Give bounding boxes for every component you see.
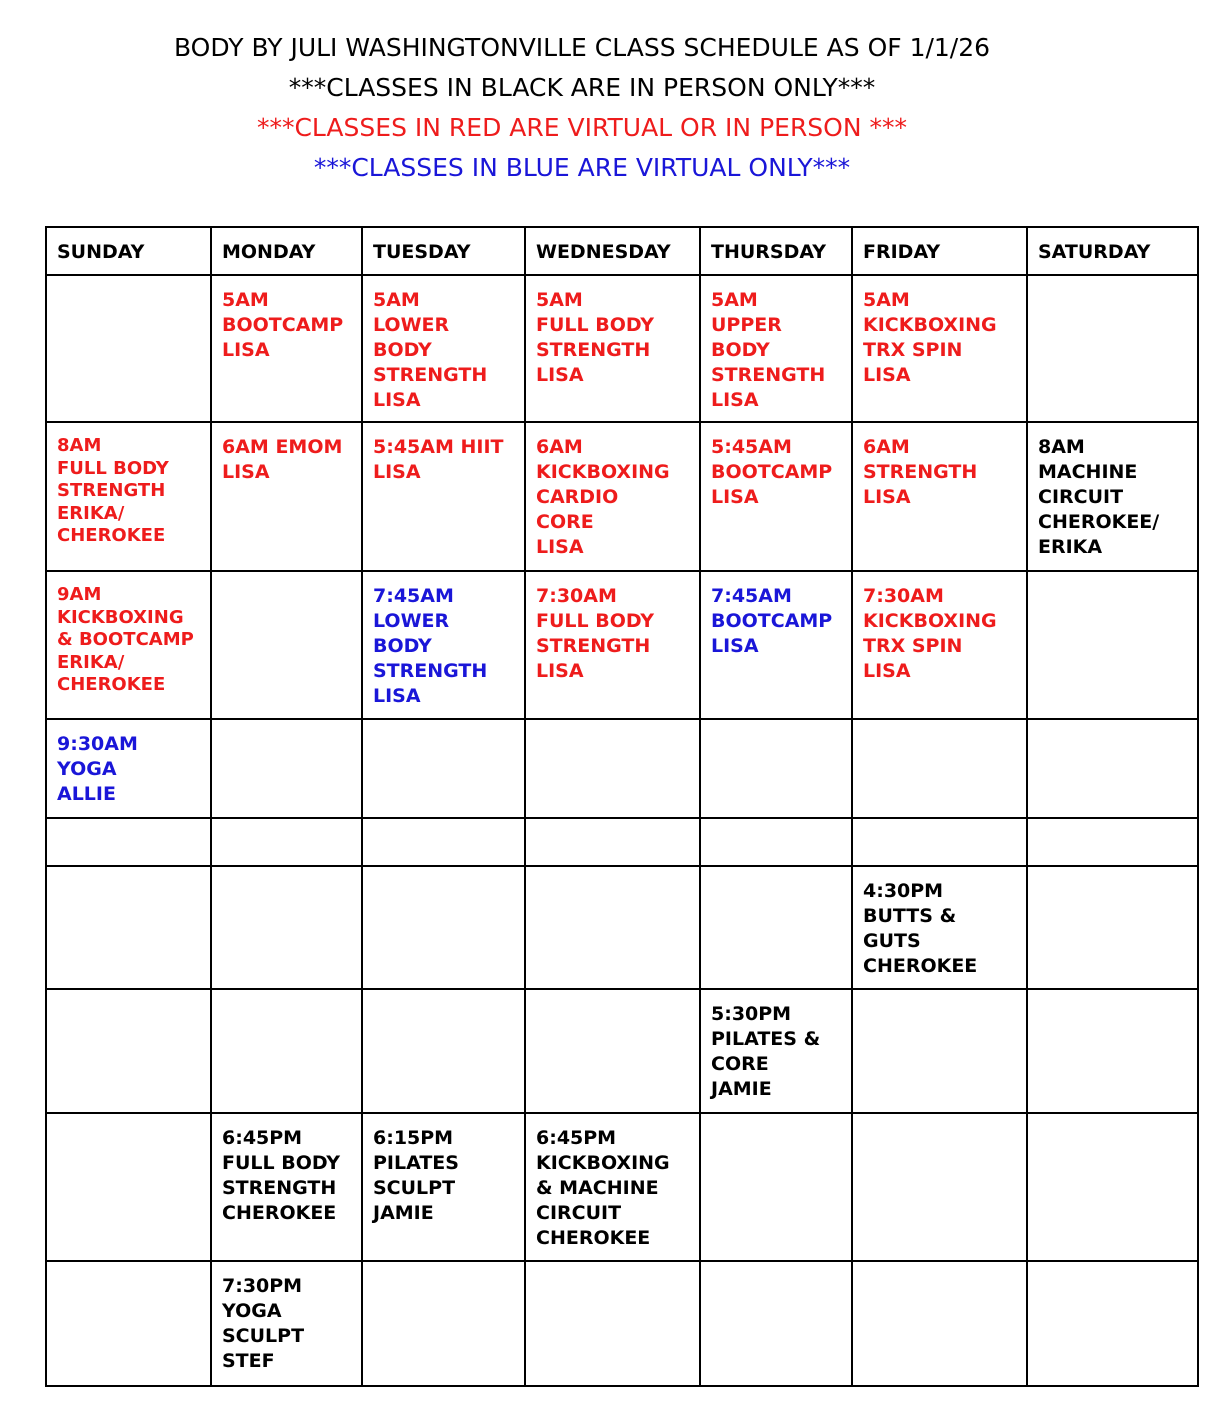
schedule-cell-saturday xyxy=(1027,1113,1198,1261)
empty-slot xyxy=(853,819,1026,831)
schedule-row xyxy=(46,989,1198,1113)
day-header-saturday: SATURDAY xyxy=(1027,227,1198,275)
class-entry: 9:30AM YOGA ALLIE xyxy=(57,733,138,805)
empty-slot xyxy=(526,867,699,879)
day-header-sunday: SUNDAY xyxy=(46,227,211,275)
schedule-cell-sunday xyxy=(46,989,211,1113)
schedule-cell-friday xyxy=(852,571,1027,719)
empty-slot xyxy=(1028,572,1197,584)
empty-slot xyxy=(526,990,699,1002)
empty-slot xyxy=(1028,720,1197,732)
day-header-friday: FRIDAY xyxy=(852,227,1027,275)
schedule-cell-sunday xyxy=(46,818,211,866)
empty-slot xyxy=(853,1262,1026,1274)
legend-virtual-only: ***CLASSES IN BLUE ARE VIRTUAL ONLY*** xyxy=(313,153,851,182)
empty-slot xyxy=(212,867,361,879)
day-header-tuesday: TUESDAY xyxy=(362,227,525,275)
schedule-cell-tuesday xyxy=(362,1261,525,1386)
schedule-cell-thursday xyxy=(700,989,852,1113)
schedule-cell-sunday xyxy=(46,866,211,989)
schedule-row xyxy=(46,275,1198,422)
schedule-cell-thursday xyxy=(700,275,852,422)
schedule-cell-friday xyxy=(852,866,1027,989)
empty-slot xyxy=(47,1262,210,1274)
empty-slot xyxy=(1028,276,1197,288)
schedule-row xyxy=(46,719,1198,818)
class-entry: 4:30PM BUTTS & GUTS CHEROKEE xyxy=(863,880,978,977)
schedule-cell-saturday xyxy=(1027,571,1198,719)
class-entry: 5AM FULL BODY STRENGTH LISA xyxy=(536,289,655,386)
day-header-row xyxy=(46,227,1198,275)
empty-slot xyxy=(1028,990,1197,1002)
schedule-cell-monday xyxy=(211,866,362,989)
empty-slot xyxy=(212,572,361,584)
empty-slot xyxy=(212,720,361,732)
schedule-cell-friday xyxy=(852,989,1027,1113)
empty-slot xyxy=(47,276,210,288)
empty-slot xyxy=(701,1262,851,1274)
class-entry: 6:15PM PILATES SCULPT JAMIE xyxy=(373,1127,459,1224)
day-header-wednesday: WEDNESDAY xyxy=(525,227,700,275)
empty-slot xyxy=(47,1114,210,1126)
schedule-cell-wednesday xyxy=(525,818,700,866)
empty-slot xyxy=(853,990,1026,1002)
empty-slot xyxy=(701,867,851,879)
empty-slot xyxy=(1028,819,1197,831)
empty-slot xyxy=(526,720,699,732)
schedule-cell-monday xyxy=(211,719,362,818)
schedule-cell-sunday xyxy=(46,422,211,571)
empty-slot xyxy=(363,819,524,831)
empty-slot xyxy=(212,990,361,1002)
schedule-cell-friday xyxy=(852,1261,1027,1386)
class-entry: 6:45PM FULL BODY STRENGTH CHEROKEE xyxy=(222,1127,341,1224)
class-entry: 8AM MACHINE CIRCUIT CHEROKEE/ ERIKA xyxy=(1038,436,1160,558)
schedule-cell-tuesday xyxy=(362,1113,525,1261)
schedule-cell-monday xyxy=(211,571,362,719)
empty-slot xyxy=(701,819,851,831)
schedule-cell-monday xyxy=(211,1113,362,1261)
class-schedule-table xyxy=(45,226,1199,1387)
empty-slot xyxy=(701,1114,851,1126)
schedule-cell-thursday xyxy=(700,1261,852,1386)
empty-slot xyxy=(363,867,524,879)
class-entry: 8AM FULL BODY STRENGTH ERIKA/ CHEROKEE xyxy=(57,435,169,546)
schedule-cell-sunday xyxy=(46,1261,211,1386)
class-entry: 6AM STRENGTH LISA xyxy=(863,436,978,508)
class-entry: 5:45AM BOOTCAMP LISA xyxy=(711,436,833,508)
day-header-monday: MONDAY xyxy=(211,227,362,275)
schedule-cell-tuesday xyxy=(362,989,525,1113)
class-entry: 5:45AM HIIT LISA xyxy=(373,436,504,483)
empty-slot xyxy=(363,1262,524,1274)
schedule-cell-thursday xyxy=(700,866,852,989)
empty-slot xyxy=(1028,1262,1197,1274)
schedule-row xyxy=(46,422,1198,571)
schedule-cell-thursday xyxy=(700,719,852,818)
schedule-cell-saturday xyxy=(1027,719,1198,818)
schedule-cell-friday xyxy=(852,818,1027,866)
class-entry: 7:30AM FULL BODY STRENGTH LISA xyxy=(536,585,655,682)
class-entry: 9AM KICKBOXING & BOOTCAMP ERIKA/ CHEROKEE xyxy=(57,584,194,695)
schedule-cell-tuesday xyxy=(362,818,525,866)
schedule-cell-tuesday xyxy=(362,275,525,422)
schedule-cell-saturday xyxy=(1027,818,1198,866)
empty-slot xyxy=(212,819,361,831)
schedule-cell-monday xyxy=(211,275,362,422)
class-entry: 5AM KICKBOXING TRX SPIN LISA xyxy=(863,289,997,386)
schedule-cell-friday xyxy=(852,422,1027,571)
empty-slot xyxy=(363,720,524,732)
schedule-cell-thursday xyxy=(700,1113,852,1261)
schedule-cell-wednesday xyxy=(525,719,700,818)
class-entry: 6AM KICKBOXING CARDIO CORE LISA xyxy=(536,436,670,558)
class-entry: 7:45AM BOOTCAMP LISA xyxy=(711,585,833,657)
empty-slot xyxy=(526,1262,699,1274)
schedule-cell-monday xyxy=(211,989,362,1113)
schedule-cell-sunday xyxy=(46,275,211,422)
class-entry: 5:30PM PILATES & CORE JAMIE xyxy=(711,1003,821,1100)
schedule-cell-thursday xyxy=(700,818,852,866)
schedule-cell-sunday xyxy=(46,571,211,719)
schedule-cell-sunday xyxy=(46,1113,211,1261)
schedule-row xyxy=(46,866,1198,989)
schedule-cell-wednesday xyxy=(525,989,700,1113)
schedule-row xyxy=(46,571,1198,719)
schedule-cell-sunday xyxy=(46,719,211,818)
day-header-thursday: THURSDAY xyxy=(700,227,852,275)
schedule-cell-saturday xyxy=(1027,1261,1198,1386)
schedule-cell-tuesday xyxy=(362,866,525,989)
schedule-row xyxy=(46,1261,1198,1386)
empty-slot xyxy=(363,990,524,1002)
schedule-cell-wednesday xyxy=(525,1261,700,1386)
schedule-cell-saturday xyxy=(1027,422,1198,571)
schedule-cell-wednesday xyxy=(525,422,700,571)
legend-in-person-only: ***CLASSES IN BLACK ARE IN PERSON ONLY*** xyxy=(288,73,876,102)
empty-slot xyxy=(47,819,210,831)
class-entry: 5AM BOOTCAMP LISA xyxy=(222,289,344,361)
empty-slot xyxy=(526,819,699,831)
schedule-cell-wednesday xyxy=(525,1113,700,1261)
schedule-row xyxy=(46,818,1198,866)
schedule-cell-tuesday xyxy=(362,571,525,719)
schedule-cell-monday xyxy=(211,818,362,866)
schedule-cell-wednesday xyxy=(525,866,700,989)
empty-slot xyxy=(853,1114,1026,1126)
schedule-cell-monday xyxy=(211,1261,362,1386)
schedule-cell-monday xyxy=(211,422,362,571)
empty-slot xyxy=(701,720,851,732)
class-entry: 6AM EMOM LISA xyxy=(222,436,343,483)
legend-virtual-or-in-person: ***CLASSES IN RED ARE VIRTUAL OR IN PERSON *** xyxy=(256,113,908,142)
schedule-cell-saturday xyxy=(1027,866,1198,989)
empty-slot xyxy=(1028,1114,1197,1126)
schedule-header xyxy=(0,28,1164,188)
schedule-cell-friday xyxy=(852,1113,1027,1261)
class-entry: 5AM LOWER BODY STRENGTH LISA xyxy=(373,289,488,411)
schedule-cell-wednesday xyxy=(525,275,700,422)
schedule-cell-thursday xyxy=(700,571,852,719)
schedule-title: BODY BY JULI WASHINGTONVILLE CLASS SCHEDULE AS OF 1/1/26 xyxy=(173,33,991,62)
class-entry: 7:30AM KICKBOXING TRX SPIN LISA xyxy=(863,585,997,682)
schedule-cell-tuesday xyxy=(362,422,525,571)
class-entry: 7:45AM LOWER BODY STRENGTH LISA xyxy=(373,585,488,707)
class-entry: 5AM UPPER BODY STRENGTH LISA xyxy=(711,289,826,411)
class-entry: 7:30PM YOGA SCULPT STEF xyxy=(222,1275,305,1372)
empty-slot xyxy=(853,720,1026,732)
empty-slot xyxy=(1028,867,1197,879)
schedule-cell-wednesday xyxy=(525,571,700,719)
schedule-cell-tuesday xyxy=(362,719,525,818)
schedule-cell-saturday xyxy=(1027,275,1198,422)
empty-slot xyxy=(47,990,210,1002)
schedule-cell-thursday xyxy=(700,422,852,571)
schedule-cell-friday xyxy=(852,275,1027,422)
schedule-cell-saturday xyxy=(1027,989,1198,1113)
schedule-row xyxy=(46,1113,1198,1261)
class-entry: 6:45PM KICKBOXING & MACHINE CIRCUIT CHEROKEE xyxy=(536,1127,670,1249)
empty-slot xyxy=(47,867,210,879)
schedule-cell-friday xyxy=(852,719,1027,818)
